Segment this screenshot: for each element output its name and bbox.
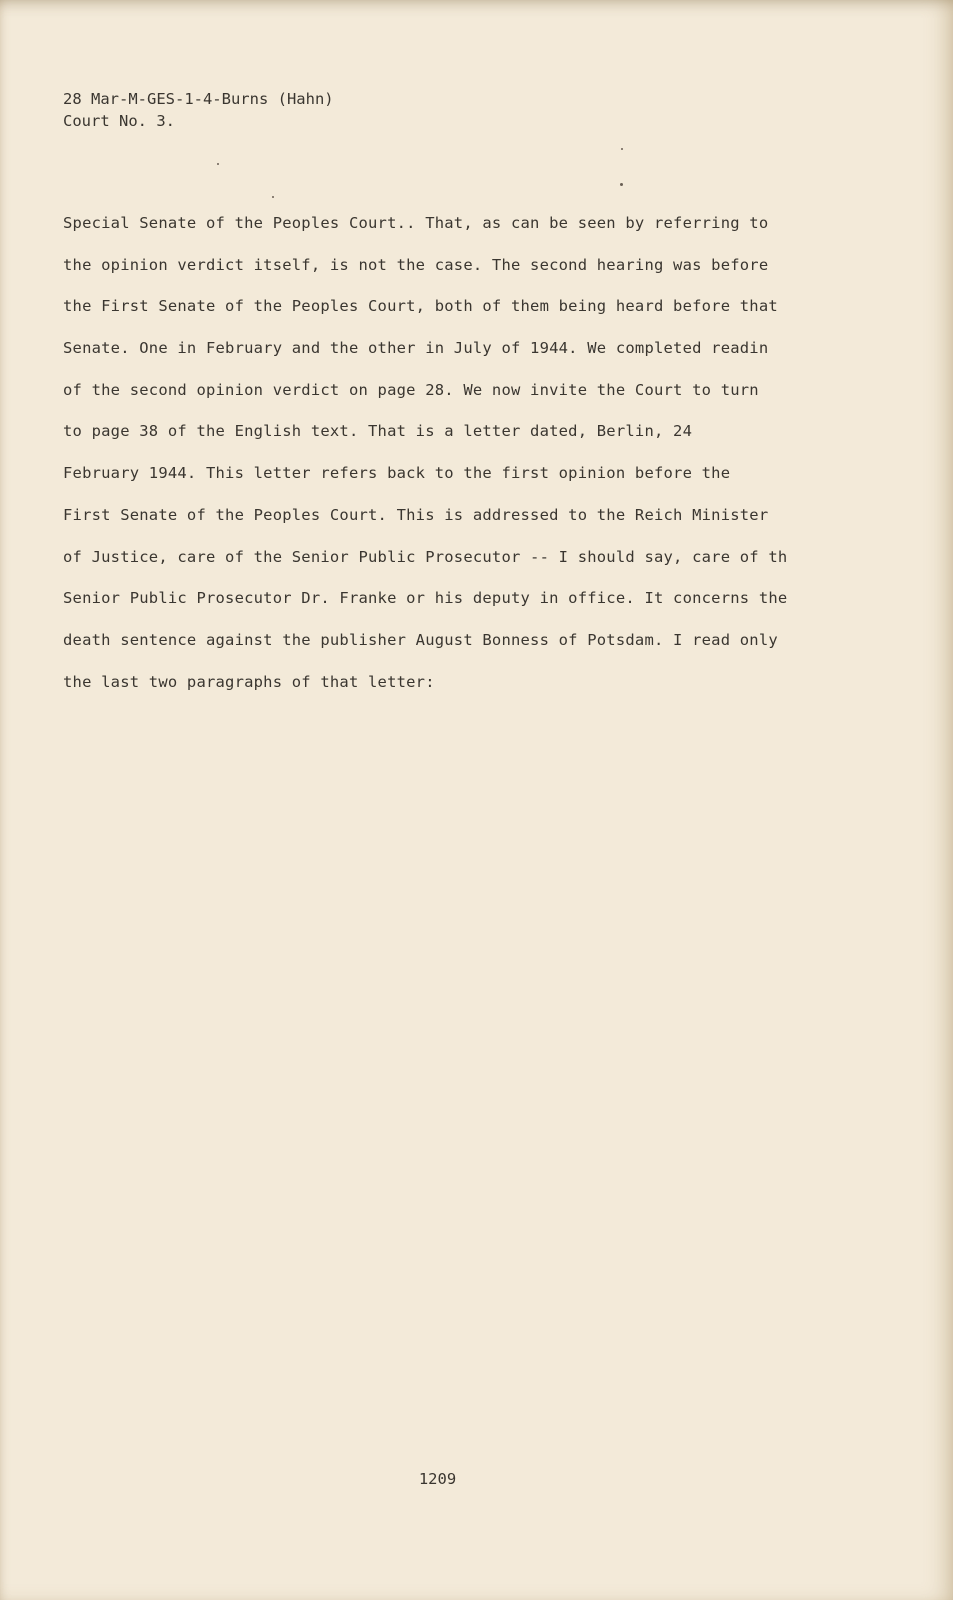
page-number: 1209 bbox=[418, 1470, 457, 1488]
transcript-line: the First Senate of the Peoples Court, both of them being heard before that bbox=[63, 297, 778, 316]
transcript-line: First Senate of the Peoples Court. This is addressed to the Reich Minister bbox=[63, 505, 769, 524]
transcript-line: the opinion verdict itself, is not the case. The second hearing was before bbox=[63, 255, 769, 274]
paper-speck bbox=[621, 148, 623, 150]
transcript-line: Senate. One in February and the other in July of 1944. We completed readin bbox=[63, 339, 769, 358]
paper-speck bbox=[620, 183, 623, 186]
transcript-line: Special Senate of the Peoples Court.. That, as can be seen by referring to bbox=[63, 214, 769, 232]
transcript-line: Senior Public Prosecutor Dr. Franke or his deputy in office. It concerns the bbox=[63, 589, 788, 608]
transcript-line: February 1944. This letter refers back to the first opinion before the bbox=[63, 464, 731, 483]
transcript-body bbox=[63, 203, 863, 703]
paper-speck bbox=[272, 196, 274, 198]
transcript-line: death sentence against the publisher August Bonness of Potsdam. I read only bbox=[63, 630, 778, 649]
transcript-line: of the second opinion verdict on page 28. We now invite the Court to turn bbox=[63, 380, 759, 399]
transcript-line: of Justice, care of the Senior Public Prosecutor -- I should say, care of th bbox=[63, 547, 788, 566]
header-reference: 28 Mar-M-GES-1-4-Burns (Hahn) bbox=[63, 90, 334, 108]
document-header bbox=[63, 88, 334, 132]
header-court: Court No. 3. bbox=[63, 112, 175, 130]
transcript-line: the last two paragraphs of that letter: bbox=[63, 672, 435, 691]
transcript-line: to page 38 of the English text. That is a letter dated, Berlin, 24 bbox=[63, 422, 693, 441]
paper-speck bbox=[217, 163, 219, 165]
